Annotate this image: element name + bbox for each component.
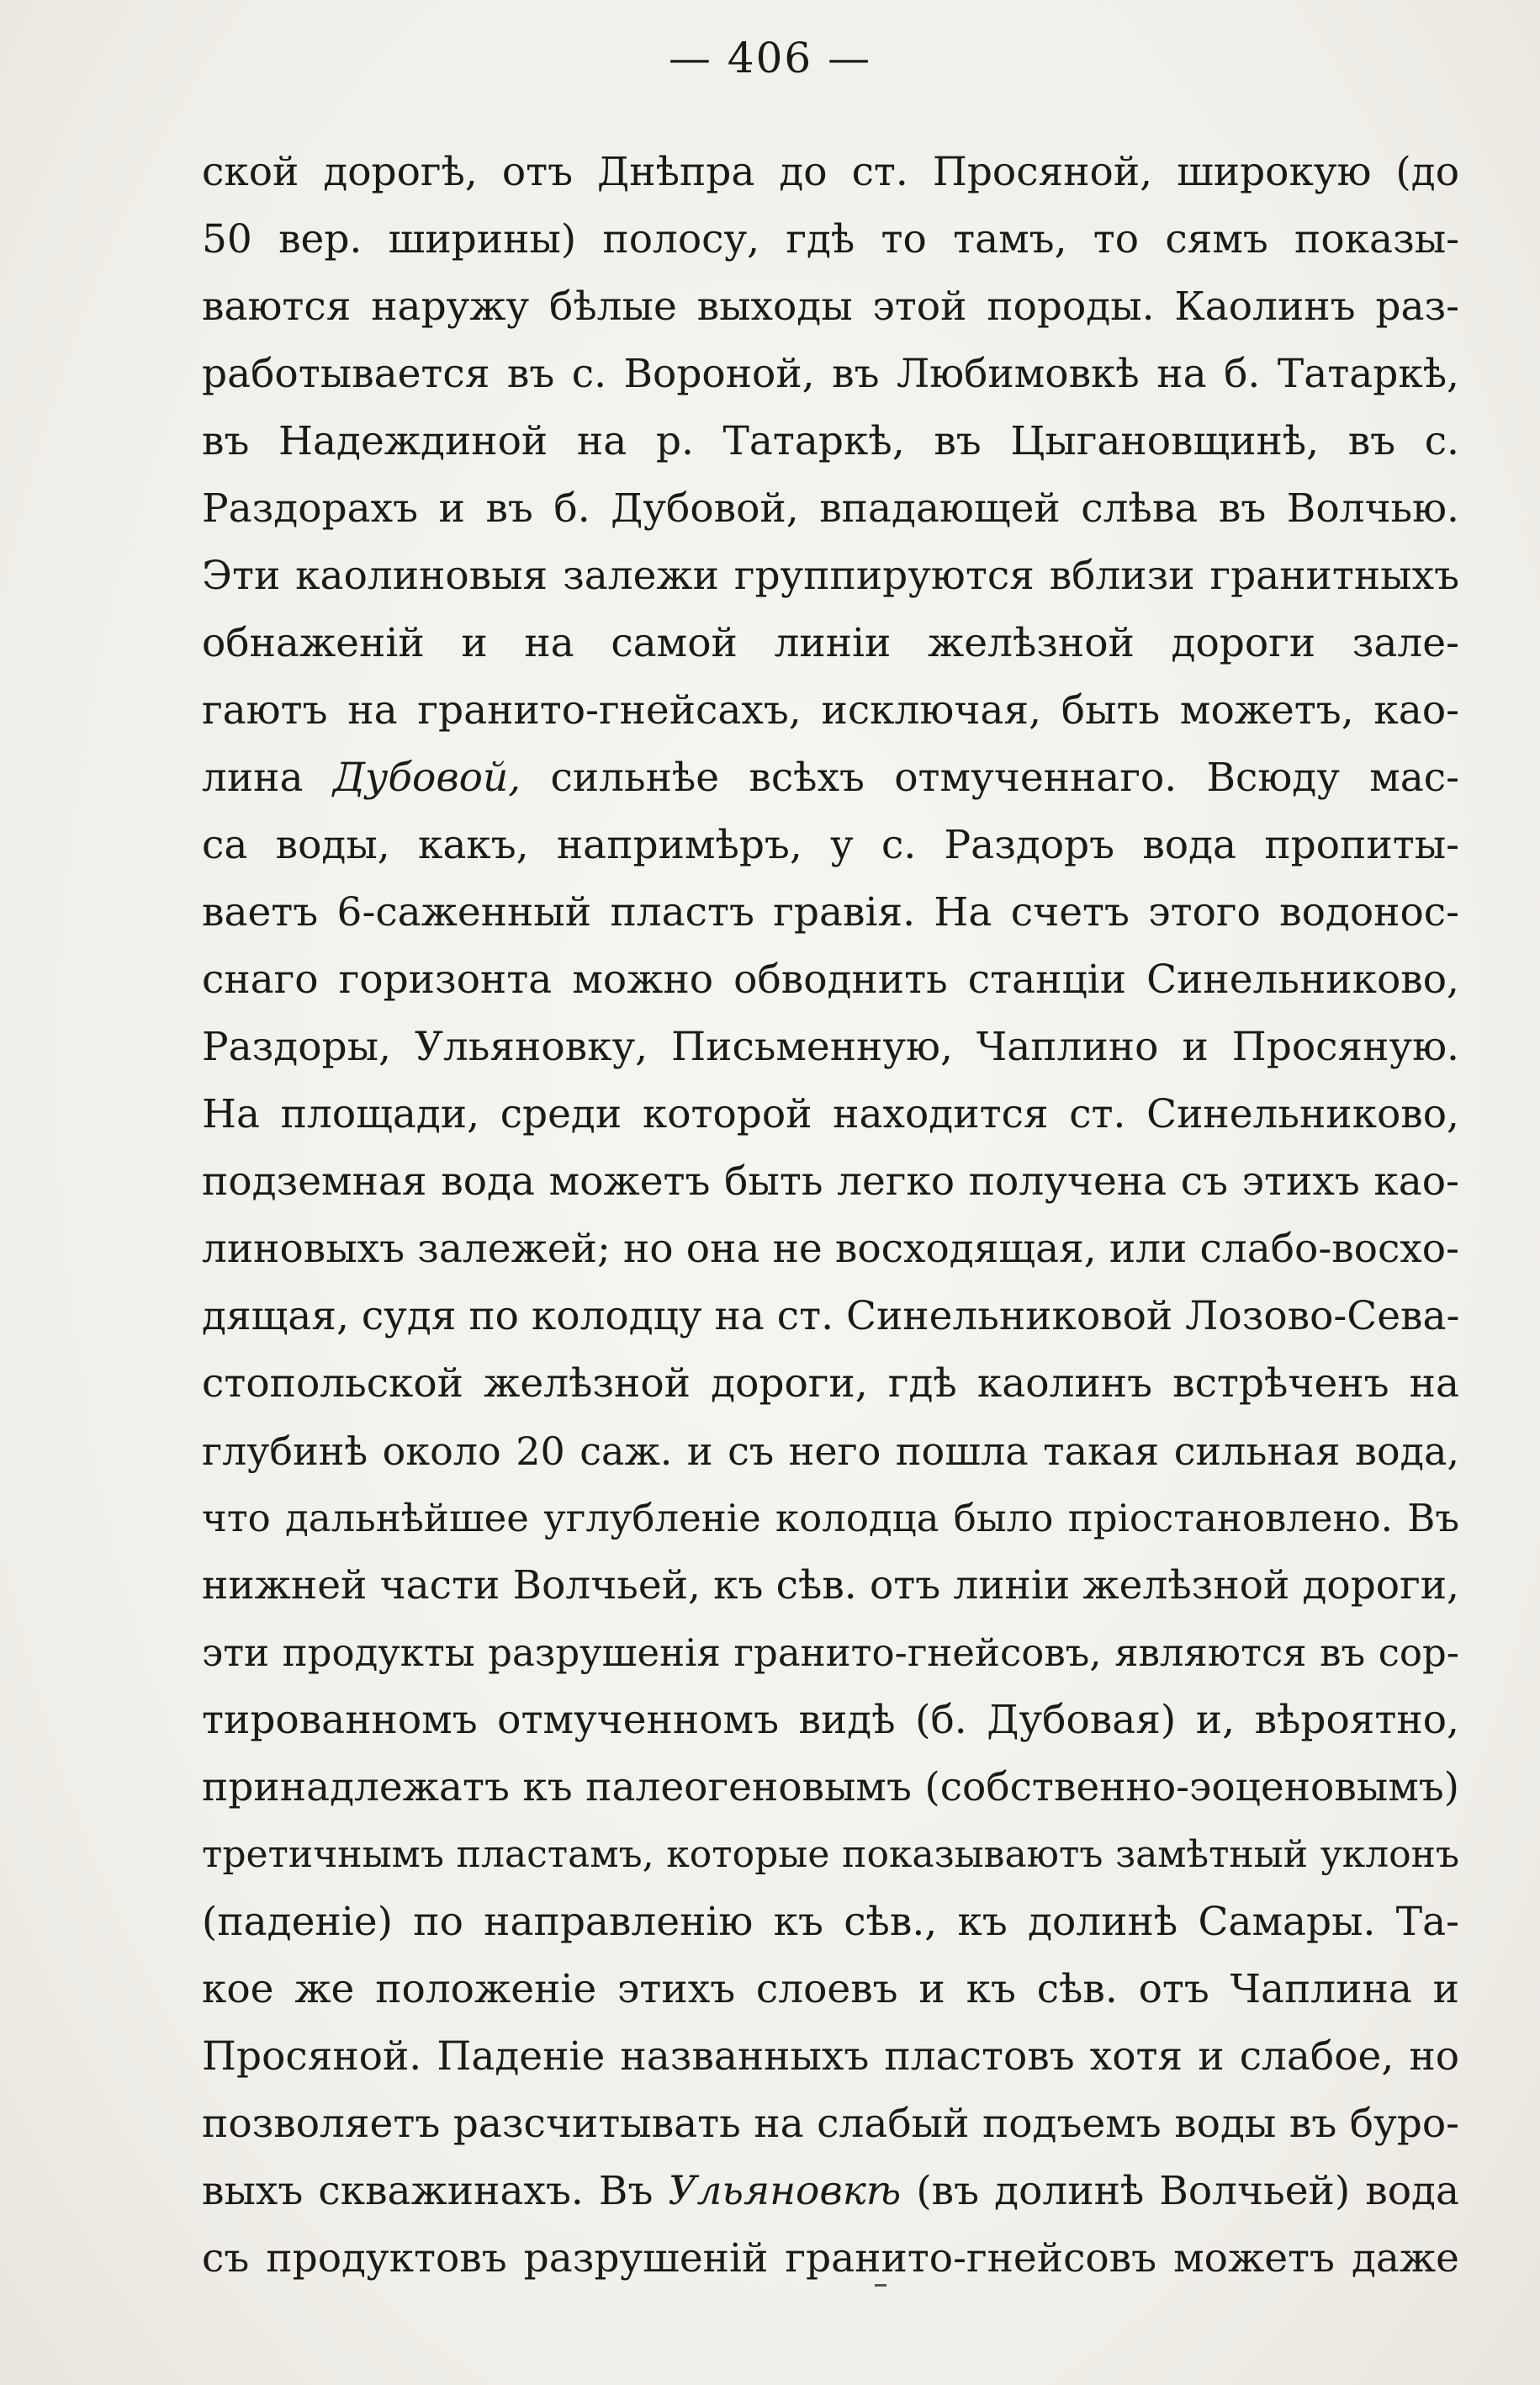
text-line: съ продуктовъ разрушеній гранито-гнейсовъ можетъ даже bbox=[202, 2235, 1459, 2282]
text-line: кое же положеніе этихъ слоевъ и къ сѣв. отъ Чаплина и bbox=[202, 1966, 1459, 2012]
text-line: Раздорахъ и въ б. Дубовой, впадающей слѣва въ Волчью. bbox=[202, 485, 1459, 532]
text-line: подземная вода можетъ быть легко получена съ этихъ као- bbox=[202, 1158, 1459, 1205]
text-line: ваетъ 6-саженный пластъ гравія. На счетъ этого водонос- bbox=[202, 889, 1459, 935]
text-line: нижней части Волчьей, къ сѣв. отъ линіи желѣзной дороги, bbox=[202, 1562, 1459, 1609]
page-number: — 406 — bbox=[668, 34, 872, 82]
text-line: третичнымъ пластамъ, которые показываютъ замѣтный уклонъ bbox=[202, 1833, 1459, 1876]
text-line: работывается въ с. Вороной, въ Любимовкѣ на б. Татаркѣ, bbox=[202, 351, 1459, 397]
line-text-after: сильнѣе всѣхъ отмученнаго. Всюду мас- bbox=[521, 755, 1459, 801]
text-line: гаютъ на гранито-гнейсахъ, исключая, быть можетъ, као- bbox=[202, 687, 1459, 734]
line-text-before: лина bbox=[202, 755, 333, 801]
text-line bbox=[202, 745, 1459, 812]
text-line: въ Надеждиной на р. Татаркѣ, въ Цыгановщинѣ, въ с. bbox=[202, 418, 1459, 464]
body-text bbox=[202, 139, 1459, 2292]
text-line bbox=[202, 2158, 1459, 2225]
text-line: ваются наружу бѣлые выходы этой породы. Каолинъ раз- bbox=[202, 284, 1459, 330]
text-line: са воды, какъ, напримѣръ, у с. Раздоръ вода пропиты- bbox=[202, 822, 1459, 868]
text-line: Эти каолиновыя залежи группируются вблизи гранитныхъ bbox=[202, 553, 1459, 599]
text-line: Просяной. Паденіе названныхъ пластовъ хотя и слабое, но bbox=[202, 2033, 1459, 2080]
text-line: что дальнѣйшее углубленіе колодца было пріостановлено. Въ bbox=[202, 1496, 1459, 1540]
italic-place-name: Дубовой, bbox=[332, 755, 521, 801]
text-line: эти продукты разрушенія гранито-гнейсовъ, являются въ сор- bbox=[202, 1630, 1459, 1675]
text-line: обнаженій и на самой линіи желѣзной дороги зале- bbox=[202, 620, 1459, 666]
text-line: дящая, судя по колодцу на ст. Синельниковой Лозово-Сева- bbox=[202, 1293, 1460, 1339]
text-line: ской дорогѣ, отъ Днѣпра до ст. Просяной, широкую (до bbox=[202, 149, 1459, 195]
line-text-after: (въ долинѣ Волчьей) вода bbox=[901, 2168, 1459, 2214]
italic-place-name: Ульяновкѣ bbox=[668, 2168, 902, 2214]
text-line: глубинѣ около 20 саж. и съ него пошла такая сильная вода, bbox=[202, 1428, 1459, 1474]
print-mark bbox=[875, 2284, 886, 2287]
text-line: линовыхъ залежей; но она не восходящая, или слабо-восхо- bbox=[202, 1226, 1459, 1272]
text-line: позволяетъ разсчитывать на слабый подъемъ воды въ буро- bbox=[202, 2101, 1459, 2147]
text-line: тированномъ отмученномъ видѣ (б. Дубовая) и, вѣроятно, bbox=[202, 1697, 1459, 1743]
text-line: Раздоры, Ульяновку, Письменную, Чаплино и Просяную. bbox=[202, 1024, 1459, 1070]
text-line: На площади, среди которой находится ст. Синельниково, bbox=[202, 1091, 1459, 1137]
text-line: (паденіе) по направленію къ сѣв., къ долинѣ Самары. Та- bbox=[202, 1899, 1459, 1945]
text-line: 50 вер. ширины) полосу, гдѣ то тамъ, то сямъ показы- bbox=[202, 216, 1459, 262]
line-text-before: выхъ скважинахъ. Въ bbox=[202, 2168, 669, 2214]
text-line: принадлежатъ къ палеогеновымъ (собственно-эоценовымъ) bbox=[202, 1764, 1459, 1810]
text-line: стопольской желѣзной дороги, гдѣ каолинъ встрѣченъ на bbox=[202, 1360, 1459, 1407]
text-line: снаго горизонта можно обводнить станціи Синельниково, bbox=[202, 957, 1459, 1003]
